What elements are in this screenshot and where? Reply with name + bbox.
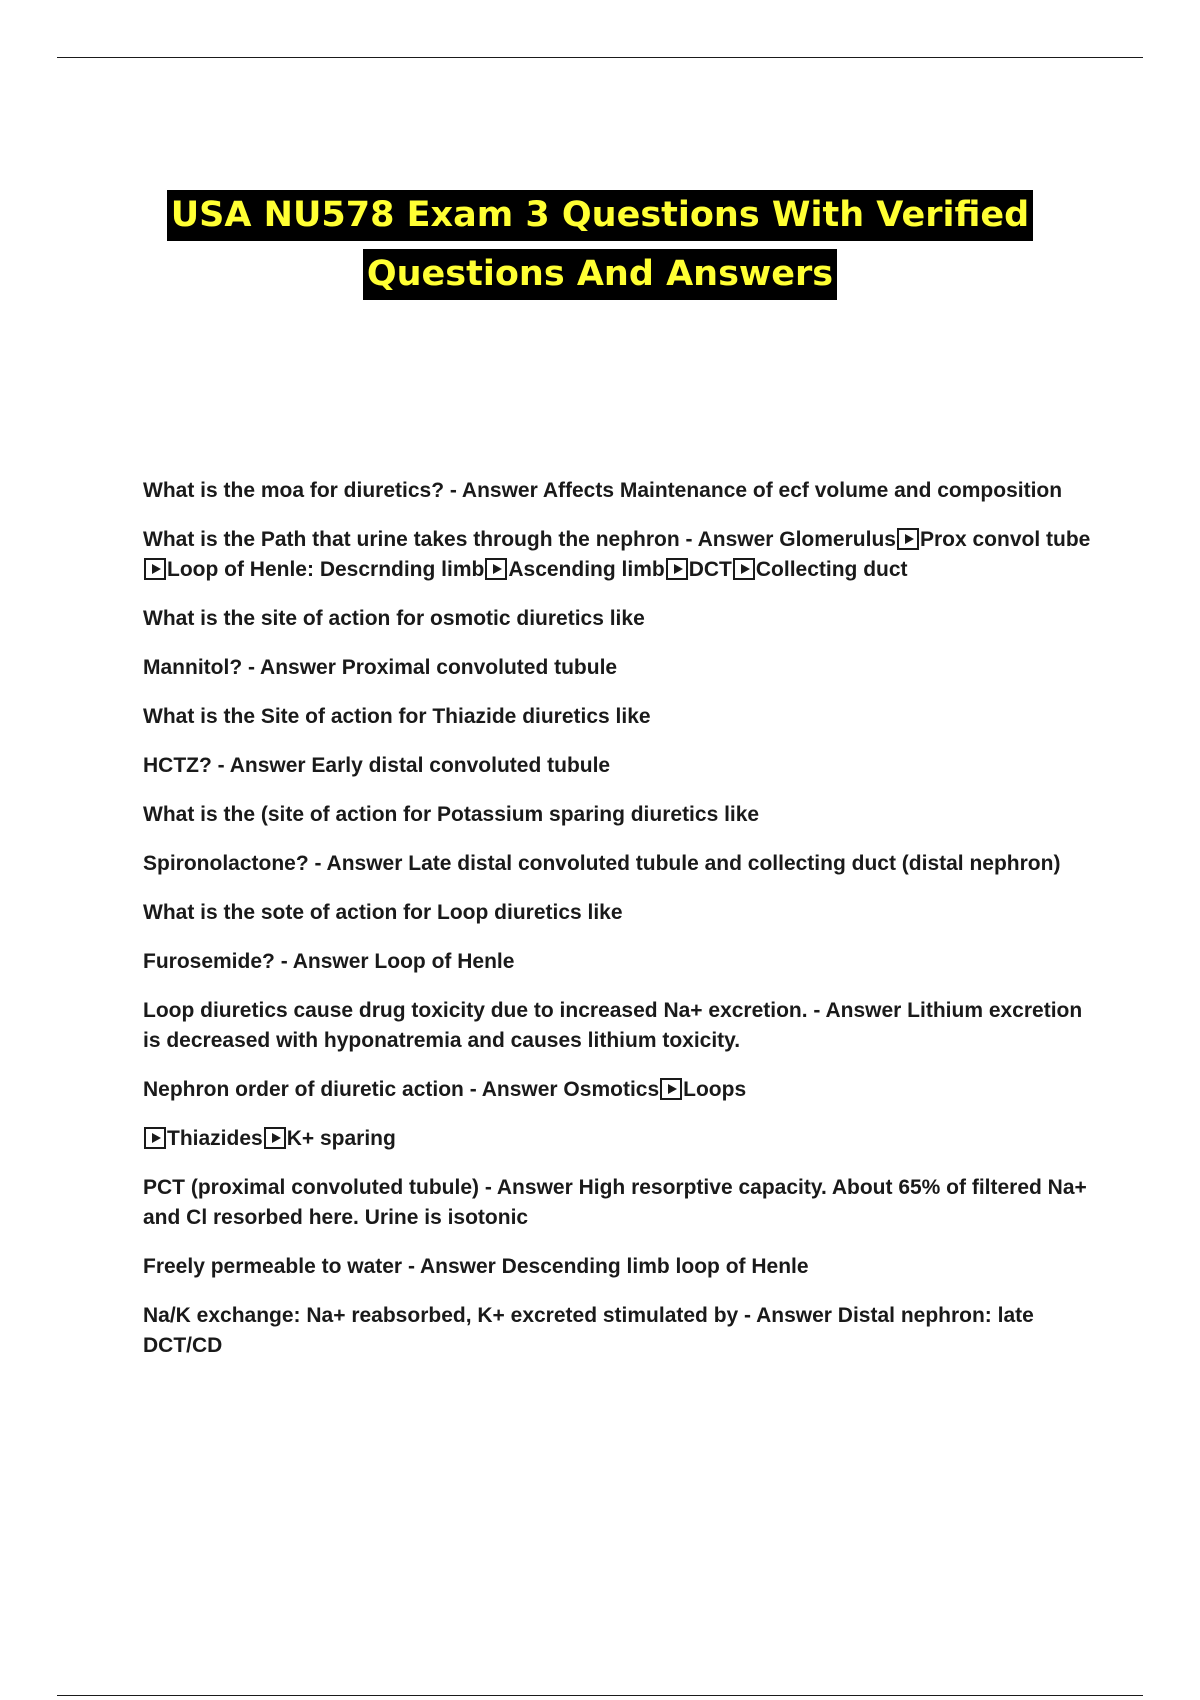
play-box-icon (144, 558, 166, 580)
title-line-1: USA NU578 Exam 3 Questions With Verified (167, 190, 1033, 241)
qa-item-permeable-water: Freely permeable to water - Answer Descending limb loop of Henle (143, 1255, 809, 1278)
qa-list (143, 476, 1103, 1380)
title-line-2: Questions And Answers (363, 249, 837, 300)
play-box-icon (660, 1078, 682, 1100)
qa-item-nephron-order-continued: Thiazides K+ sparing (143, 1124, 1103, 1154)
qa-item-lithium-toxicity: Loop diuretics cause drug toxicity due to increased Na+ excretion. - Answer Lithium excretion is decreased with hyponatremia and causes lithium toxicity. (143, 999, 1083, 1052)
play-box-icon (897, 528, 919, 550)
qa-item-urine-path: What is the Path that urine takes through the nephron - Answer Glomerulus Prox convol tubeLoop of Henle: Descrnding limb Ascending limb DCT Collecting duct (143, 528, 1091, 581)
play-box-icon (666, 558, 688, 580)
qa-item-potassium-sparing-question: What is the (site of action for Potassium sparing diuretics like (143, 803, 760, 826)
document-title (0, 190, 1200, 300)
qa-item-spironolactone-answer: Spironolactone? - Answer Late distal convoluted tubule and collecting duct (distal nephron) (143, 852, 1061, 875)
qa-item-hctz-answer: HCTZ? - Answer Early distal convoluted tubule (143, 754, 611, 777)
qa-item-thiazide-question: What is the Site of action for Thiazide diuretics like (143, 705, 651, 728)
bottom-rule (57, 1695, 1143, 1696)
top-rule (57, 57, 1143, 58)
play-box-icon (264, 1127, 286, 1149)
qa-item-osmotic-question: What is the site of action for osmotic diuretics like (143, 607, 645, 630)
qa-item-furosemide-answer: Furosemide? - Answer Loop of Henle (143, 950, 515, 973)
qa-item-mannitol-answer: Mannitol? - Answer Proximal convoluted tubule (143, 656, 618, 679)
qa-item-moa-diuretics: What is the moa for diuretics? - Answer Affects Maintenance of ecf volume and composition (143, 479, 1063, 502)
play-box-icon (485, 558, 507, 580)
qa-item-loop-question: What is the sote of action for Loop diuretics like (143, 901, 623, 924)
play-box-icon (733, 558, 755, 580)
qa-item-nephron-order: Nephron order of diuretic action - Answer Osmotics Loops (143, 1078, 747, 1101)
qa-item-pct: PCT (proximal convoluted tubule) - Answer High resorptive capacity. About 65% of filtered Na+ and Cl resorbed here. Urine is isotonic (143, 1176, 1087, 1229)
play-box-icon (144, 1127, 166, 1149)
qa-item-na-k-exchange: Na/K exchange: Na+ reabsorbed, K+ excreted stimulated by - Answer Distal nephron: late DCT/CD (143, 1304, 1034, 1357)
